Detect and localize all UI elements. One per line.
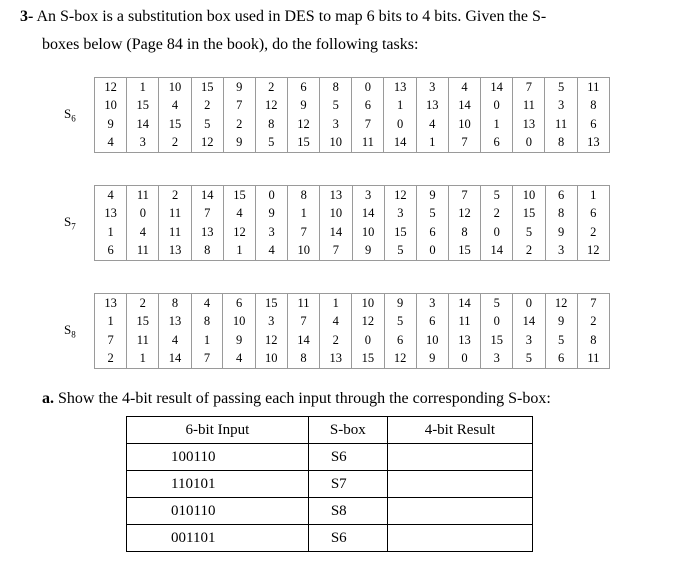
sbox-cell: 4 (95, 186, 127, 205)
sbox-cell: 14 (481, 78, 513, 97)
sbox-cell: 4 (159, 331, 191, 350)
input-cell: 010110 (127, 498, 309, 525)
sbox-cell: 6 (352, 97, 384, 116)
sbox-cell: 2 (127, 294, 159, 313)
sbox-cell: 4 (223, 350, 255, 369)
table-row (127, 471, 533, 498)
sbox-cell: 0 (481, 313, 513, 332)
sbox-cell: 12 (255, 97, 287, 116)
sbox-cell: 2 (191, 97, 223, 116)
sbox-cell: 8 (320, 78, 352, 97)
sbox-cell: 9 (417, 186, 449, 205)
sbox-cell: 1 (416, 134, 448, 153)
sbox-cell: 1 (127, 350, 159, 369)
sbox-cell: 9 (223, 331, 255, 350)
sbox-cell: 8 (159, 294, 191, 313)
sbox-cell: 6 (545, 186, 577, 205)
sbox-cell: 11 (448, 313, 480, 332)
sbox-cell: 7 (513, 78, 545, 97)
sbox-cell: 11 (513, 97, 545, 116)
sbox-cell: 13 (320, 186, 352, 205)
sbox-cell: 10 (255, 350, 287, 369)
sbox-cell: 6 (416, 313, 448, 332)
part-a-text: Show the 4-bit result of passing each input through the corresponding S-box: (58, 390, 551, 407)
sbox-row (95, 331, 610, 350)
sbox-cell: 13 (448, 331, 480, 350)
sbox-cell: 13 (159, 242, 191, 261)
sbox-label-index: 7 (71, 221, 76, 232)
sbox-cell: 1 (95, 223, 127, 242)
sbox-cell: 8 (577, 331, 609, 350)
sbox-cell: 6 (577, 115, 609, 134)
sbox-cell: 7 (288, 223, 320, 242)
sbox-cell: 10 (352, 294, 384, 313)
sbox-cell: 4 (320, 313, 352, 332)
question-text-1: An S-box is a substitution box used in DES to map 6 bits to 4 bits. Given the S- (36, 8, 547, 25)
input-cell: 100110 (127, 444, 309, 471)
sbox-table (94, 77, 610, 153)
sbox-cell: 9 (416, 350, 448, 369)
sbox-cell: 0 (352, 331, 384, 350)
sbox-cell: 1 (320, 294, 352, 313)
sbox-cell: 13 (95, 294, 127, 313)
sbox-cell: 2 (223, 115, 255, 134)
sbox-cell: 9 (223, 78, 255, 97)
sbox-cell: 10 (352, 223, 384, 242)
sbox-cell: 3 (352, 186, 384, 205)
sbox-cell: 7 (448, 134, 480, 153)
sbox-cell: 14 (448, 294, 480, 313)
sbox-cell: 8 (545, 205, 577, 224)
sbox-cell: 0 (417, 242, 449, 261)
sbox-cell: 13 (159, 313, 191, 332)
sbox-cell: 14 (287, 331, 319, 350)
sbox-cell: 4 (127, 223, 159, 242)
sbox-cell: 3 (513, 331, 545, 350)
sbox-row (95, 78, 610, 97)
sbox-cell: S6 (308, 444, 387, 471)
sbox-cell: 5 (481, 294, 513, 313)
sbox-cell: 0 (513, 134, 545, 153)
sbox-cell: 2 (320, 331, 352, 350)
sbox-label-letter: S (64, 214, 72, 229)
sbox-cell: 0 (481, 97, 513, 116)
sbox-cell: 14 (127, 115, 159, 134)
input-cell: 001101 (127, 525, 309, 552)
sbox-cell: 6 (223, 294, 255, 313)
sbox-cell: 2 (95, 350, 127, 369)
sbox-cell: 0 (352, 78, 384, 97)
sbox-cell: 12 (255, 331, 287, 350)
header-4bit-result: 4-bit Result (387, 417, 532, 444)
sbox-cell: 11 (352, 134, 384, 153)
sbox-label (64, 214, 76, 232)
sbox-cell: 14 (448, 97, 480, 116)
sbox-cell: 9 (256, 205, 288, 224)
sbox-cell: 6 (95, 242, 127, 261)
sbox-cell: 3 (256, 223, 288, 242)
sbox-cell: 7 (287, 313, 319, 332)
sbox-cell: 7 (223, 97, 255, 116)
sbox-row (95, 205, 610, 224)
sbox-cell: 12 (287, 115, 319, 134)
sbox-cell: 8 (288, 186, 320, 205)
sbox-cell: 12 (577, 242, 609, 261)
sbox-cell: 12 (384, 186, 416, 205)
sbox-cell: 3 (545, 97, 577, 116)
sbox-cell: 1 (384, 97, 416, 116)
sbox-cell: 11 (127, 242, 159, 261)
table-row (127, 525, 533, 552)
sbox-cell: 0 (448, 350, 480, 369)
sbox-cell: S6 (308, 525, 387, 552)
sbox-cell: 12 (545, 294, 577, 313)
sbox-cell: 10 (223, 313, 255, 332)
sbox-cell: 10 (95, 97, 127, 116)
sbox-cell: 12 (95, 78, 127, 97)
sbox-cell: 13 (513, 115, 545, 134)
sbox-cell: 5 (545, 331, 577, 350)
sbox-cell: 13 (577, 134, 609, 153)
sbox-cell: 3 (416, 78, 448, 97)
sbox-cell: 4 (256, 242, 288, 261)
sbox-cell: 11 (545, 115, 577, 134)
sbox-label-index: 8 (71, 329, 76, 340)
result-cell[interactable] (387, 471, 532, 498)
input-cell: 110101 (127, 471, 309, 498)
sbox-cell: 0 (127, 205, 159, 224)
sbox-cell: 13 (384, 78, 416, 97)
sbox-cell: 13 (416, 97, 448, 116)
sbox-cell: 3 (384, 205, 416, 224)
sbox-cell: 1 (481, 115, 513, 134)
header-sbox: S-box (308, 417, 387, 444)
sbox-cell: 7 (320, 242, 352, 261)
sbox-cell: 6 (417, 223, 449, 242)
sbox-cell: 9 (223, 134, 255, 153)
sbox-cell: 3 (416, 294, 448, 313)
sbox-cell: 15 (255, 294, 287, 313)
sbox-cell: 0 (513, 294, 545, 313)
sbox-cell: 14 (352, 205, 384, 224)
sbox-cell: 11 (287, 294, 319, 313)
sbox-cell: 3 (127, 134, 159, 153)
sbox-label-index: 6 (71, 113, 76, 124)
sbox-cell: 6 (384, 331, 416, 350)
sbox-cell: 14 (513, 313, 545, 332)
sbox-cell: 3 (320, 115, 352, 134)
sbox-cell: 7 (191, 205, 223, 224)
sbox-cell: 12 (448, 205, 480, 224)
sbox-cell: 3 (481, 350, 513, 369)
sbox-cell: 7 (577, 294, 609, 313)
sbox-row (95, 294, 610, 313)
sbox-row (95, 313, 610, 332)
sbox-cell: 12 (191, 134, 223, 153)
sbox-cell: 5 (513, 223, 545, 242)
sbox-cell: 11 (159, 205, 191, 224)
sbox-cell: 15 (448, 242, 480, 261)
sbox-cell: 15 (481, 331, 513, 350)
sbox-cell: 15 (159, 115, 191, 134)
sbox-row (95, 186, 610, 205)
sbox-cell: 11 (577, 350, 609, 369)
sbox-cell: 1 (288, 205, 320, 224)
sbox-label (64, 322, 76, 340)
question-number: 3- (20, 8, 34, 25)
sbox-cell: 5 (384, 242, 416, 261)
sbox-cell: 8 (191, 242, 223, 261)
sbox-cell: 8 (448, 223, 480, 242)
sbox-cell: 10 (320, 134, 352, 153)
sbox-cell: 6 (287, 78, 319, 97)
sbox-cell: 5 (417, 205, 449, 224)
sbox-cell: 14 (191, 186, 223, 205)
sbox-cell: 3 (545, 242, 577, 261)
part-a-label: a. (42, 390, 54, 407)
sbox-cell: 15 (127, 97, 159, 116)
sbox-cell: 4 (95, 134, 127, 153)
sbox-cell: 6 (481, 134, 513, 153)
sbox-cell: 2 (255, 78, 287, 97)
sbox-cell: 6 (545, 350, 577, 369)
sbox-cell: 1 (577, 186, 609, 205)
sbox-cell: 8 (287, 350, 319, 369)
sbox-cell: 9 (95, 115, 127, 134)
sbox-cell: 4 (416, 115, 448, 134)
sbox-row (95, 223, 610, 242)
sbox-cell: S7 (308, 471, 387, 498)
sbox-cell: 9 (287, 97, 319, 116)
sbox-cell: 2 (577, 313, 609, 332)
question-line-2: boxes below (Page 84 in the book), do the following tasks: (42, 36, 419, 53)
sbox-cell: 10 (416, 331, 448, 350)
sbox-cell: 8 (577, 97, 609, 116)
sbox-cell: 14 (384, 134, 416, 153)
sbox-cell: 1 (127, 78, 159, 97)
sbox-cell: 12 (352, 313, 384, 332)
sbox-cell: 12 (384, 350, 416, 369)
table-row (127, 444, 533, 471)
sbox-cell: 4 (223, 205, 255, 224)
sbox-cell: 15 (384, 223, 416, 242)
sbox-cell: 11 (159, 223, 191, 242)
sbox-label (64, 106, 76, 124)
sbox-cell: 14 (159, 350, 191, 369)
sbox-cell: 8 (545, 134, 577, 153)
sbox-cell: 6 (577, 205, 609, 224)
sbox-cell: 15 (287, 134, 319, 153)
sbox-cell: 5 (481, 186, 513, 205)
sbox-table (94, 293, 610, 369)
sbox-cell: 15 (191, 78, 223, 97)
sbox-cell: 2 (513, 242, 545, 261)
sbox-cell: 2 (159, 134, 191, 153)
sbox-cell: 5 (545, 78, 577, 97)
sbox-cell: 5 (384, 313, 416, 332)
sbox-cell: 2 (481, 205, 513, 224)
sbox-label-letter: S (64, 106, 72, 121)
sbox-cell: 13 (191, 223, 223, 242)
sbox-cell: 0 (256, 186, 288, 205)
sbox-cell: 11 (577, 78, 609, 97)
sbox-cell: 12 (223, 223, 255, 242)
sbox-cell: 10 (320, 205, 352, 224)
part-a-instruction (42, 390, 551, 408)
result-table (126, 416, 533, 552)
sbox-cell: 9 (545, 313, 577, 332)
sbox-cell: 1 (223, 242, 255, 261)
sbox-row (95, 115, 610, 134)
result-cell[interactable] (387, 498, 532, 525)
sbox-cell: 7 (352, 115, 384, 134)
sbox-cell: 10 (513, 186, 545, 205)
sbox-cell: 14 (320, 223, 352, 242)
sbox-cell: 7 (95, 331, 127, 350)
question-line-1 (20, 8, 546, 26)
sbox-cell: 3 (255, 313, 287, 332)
sbox-cell: 0 (384, 115, 416, 134)
sbox-cell: 10 (288, 242, 320, 261)
result-cell[interactable] (387, 525, 532, 552)
sbox-cell: 7 (191, 350, 223, 369)
sbox-cell: 4 (191, 294, 223, 313)
table-row (127, 498, 533, 525)
sbox-label-letter: S (64, 322, 72, 337)
result-header-row (127, 417, 533, 444)
result-cell[interactable] (387, 444, 532, 471)
sbox-cell: 8 (191, 313, 223, 332)
sbox-cell: 10 (159, 78, 191, 97)
sbox-table (94, 185, 610, 261)
sbox-row (95, 242, 610, 261)
sbox-cell: 2 (159, 186, 191, 205)
sbox-cell: 15 (127, 313, 159, 332)
sbox-row (95, 350, 610, 369)
sbox-cell: 2 (577, 223, 609, 242)
sbox-cell: 8 (255, 115, 287, 134)
sbox-cell: 13 (95, 205, 127, 224)
sbox-cell: 5 (320, 97, 352, 116)
sbox-cell: 15 (223, 186, 255, 205)
sbox-cell: 4 (159, 97, 191, 116)
sbox-cell: 4 (448, 78, 480, 97)
sbox-cell: 0 (481, 223, 513, 242)
sbox-cell: 15 (352, 350, 384, 369)
header-6bit-input: 6-bit Input (127, 417, 309, 444)
sbox-row (95, 134, 610, 153)
sbox-cell: 14 (481, 242, 513, 261)
sbox-cell: S8 (308, 498, 387, 525)
sbox-cell: 9 (384, 294, 416, 313)
sbox-cell: 10 (448, 115, 480, 134)
sbox-cell: 11 (127, 331, 159, 350)
sbox-cell: 1 (95, 313, 127, 332)
sbox-cell: 15 (513, 205, 545, 224)
sbox-cell: 5 (255, 134, 287, 153)
sbox-cell: 5 (513, 350, 545, 369)
sbox-cell: 9 (352, 242, 384, 261)
sbox-cell: 11 (127, 186, 159, 205)
sbox-cell: 7 (448, 186, 480, 205)
sbox-row (95, 97, 610, 116)
sbox-cell: 1 (191, 331, 223, 350)
sbox-cell: 9 (545, 223, 577, 242)
sbox-cell: 13 (320, 350, 352, 369)
sbox-cell: 5 (191, 115, 223, 134)
